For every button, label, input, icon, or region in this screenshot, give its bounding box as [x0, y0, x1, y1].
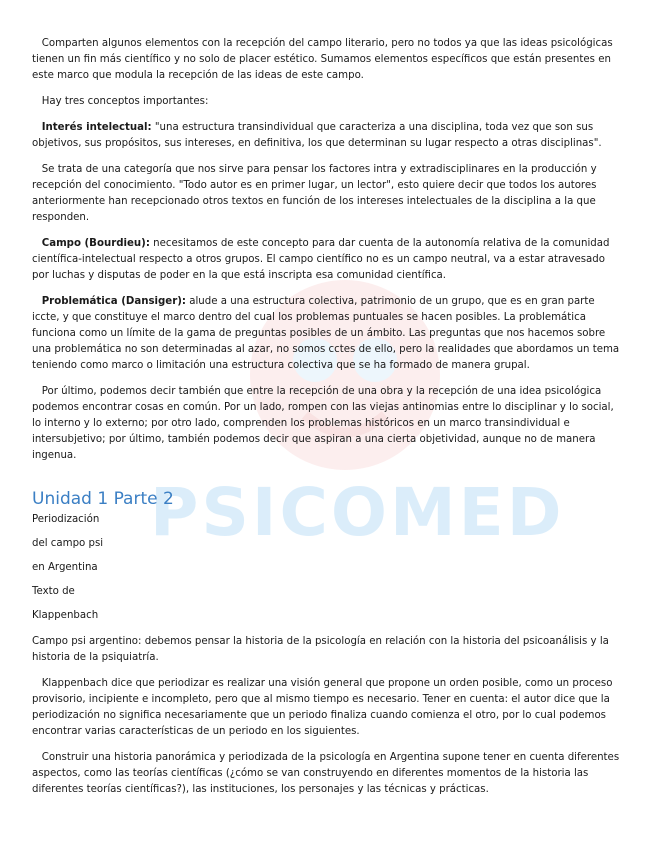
definition-text: necesitamos de este concepto para dar cuenta de la autonomía relativa de la comunidad científica-intelectual respecto a otros grupos. El campo científico no es un campo neutral, va a estar atravesado por luchas y disputas de poder en la que está inscripta esa comunidad científica.: [32, 238, 610, 281]
term-interes-intelectual: Interés intelectual:: [41, 122, 152, 133]
term-campo: Campo (Bourdieu):: [41, 238, 150, 249]
paragraph: Se trata de una categoría que nos sirve para pensar los factores intra y extradisciplinares en la producción y recepción del conocimiento. "Todo autor es en primer lugar, un lector", esto quiere decir que todos los autores anteriormente han recepcionado otros textos en función de los intereses intelectuales de la disciplina a la que responden.: [32, 164, 600, 223]
section-subtitle-line: Klappenbach: [32, 610, 99, 621]
section-subtitle-line: Texto de: [32, 586, 75, 597]
paragraph-problematica: [32, 294, 624, 374]
term-problematica: Problemática (Dansiger):: [41, 296, 186, 307]
paragraph: Por último, podemos decir también que entre la recepción de una obra y la recepción de una idea psicológica podemos encontrar cosas en común. Por un lado, rompen con las viejas antinomias entre lo disciplinar y lo social, lo interno y lo externo; por otro lado, comprenden los problemas históricos en un marco transindividual e intersubjetivo; por último, también podemos decir que aspiran a una cierta objetividad, aunque no de manera ingenua.: [32, 386, 617, 461]
section-subtitle-line: en Argentina: [32, 562, 98, 573]
paragraph-campo: [32, 236, 624, 284]
definition-text: "una estructura transindividual que caracteriza a una disciplina, toda vez que son sus objetivos, sus propósitos, sus intereses, en definitiva, los que determinan su lugar respecto a otras disciplinas".: [32, 122, 602, 149]
paragraph: Klappenbach dice que periodizar es realizar una visión general que propone un orden posible, como un proceso provisorio, incipiente e incompleto, pero que al mismo tiempo es necesario. Tener en cuenta: el autor dice que la periodización no significa necesariamente que un periodo finaliza cuando comienza el otro, por lo cual podemos encontrar varias características de un periodo en los siguientes.: [32, 678, 616, 737]
document-body: [32, 36, 624, 808]
paragraph: Construir una historia panorámica y periodizada de la psicología en Argentina supone tener en cuenta diferentes aspectos, como las teorías científicas (¿cómo se van construyendo en diferentes momentos de la historia las diferentes teorías científicas?), las instituciones, los personajes y las técnicas y prácticas.: [32, 752, 623, 795]
paragraph: Comparten algunos elementos con la recepción del campo literario, pero no todos ya que las ideas psicológicas tienen un fin más científico y no solo de placer estético. Sumamos elementos específicos que están presentes en este marco que modula la recepción de las ideas de este campo.: [32, 38, 616, 81]
section-subtitle-line: Periodización: [32, 514, 100, 525]
paragraph: Hay tres conceptos importantes:: [32, 96, 209, 107]
definition-text: alude a una estructura colectiva, patrimonio de un grupo, que es en gran parte iccte, y que constituye el marco dentro del cual los problemas puntuales se hacen posibles. La problemática funciona como un límite de la gama de preguntas posibles de un ámbito. Las preguntas que nos hacemos sobre una problemática no son determinadas al azar, no somos cctes de ello, pero la realidades que abordamos un tema teniendo como marco o limitación una estructura colectiva que se ha formado de manera grupal.: [32, 296, 620, 371]
paragraph-interes-intelectual: [32, 120, 624, 152]
paragraph: Campo psi argentino: debemos pensar la historia de la psicología en relación con la historia del psicoanálisis y la historia de la psiquiatría.: [32, 636, 609, 663]
section-heading: Unidad 1 Parte 2: [32, 489, 174, 509]
watermark-text: PSICOMED: [150, 474, 565, 551]
section-subtitle-line: del campo psi: [32, 538, 104, 549]
